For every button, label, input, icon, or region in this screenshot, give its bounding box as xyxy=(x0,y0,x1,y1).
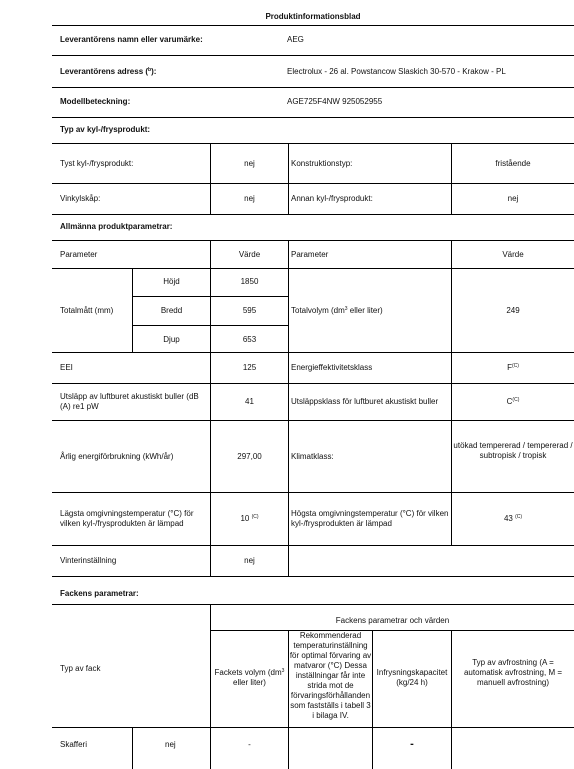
address-label-text: Leverantörens adress ( xyxy=(60,67,149,76)
noise-class-note: (C) xyxy=(512,397,520,403)
volume-label xyxy=(291,306,383,316)
wine-value: nej xyxy=(244,194,255,203)
height-label: Höjd xyxy=(163,277,180,286)
col-parameter-2: Parameter xyxy=(291,250,329,259)
rule xyxy=(210,240,211,576)
eei-value: 125 xyxy=(242,363,257,372)
other-value: nej xyxy=(507,194,519,203)
noise-class-note-letter: C xyxy=(514,397,518,403)
rule xyxy=(288,240,289,576)
model-value: AGE725F4NW 925052955 xyxy=(287,97,383,106)
min-temp-value xyxy=(211,514,288,524)
rule xyxy=(52,352,574,353)
address-label-end: ): xyxy=(151,67,157,76)
rule xyxy=(52,383,574,384)
dims-label: Totalmått (mm) xyxy=(60,306,114,315)
volume-label-a: Totalvolym (dm xyxy=(291,306,345,315)
rule xyxy=(52,576,574,577)
page-title: Produktinformationsblad xyxy=(265,12,361,21)
depth-label: Djup xyxy=(163,335,180,344)
rule xyxy=(52,240,574,241)
annual-energy-value: 297,00 xyxy=(237,452,262,461)
col-compartment-volume xyxy=(211,668,288,688)
rule xyxy=(288,143,289,214)
supplier-name-label: Leverantörens namn eller varumärke: xyxy=(60,35,203,44)
col-recommended-temp: Rekommenderad temperaturinställning för optimal förvaring av matvaror (°C) Dessa inställningar får inte strida mot de förvaringsförhållanden som fastställs i tabell 3 i bilaga IV. xyxy=(289,631,372,720)
compartments-group-header: Fackens parametrar och värden xyxy=(335,616,450,625)
col-volume-b: eller liter) xyxy=(233,678,266,687)
height-value: 1850 xyxy=(240,277,259,286)
pantry-freezing: - xyxy=(410,738,414,750)
winter-label: Vinterinställning xyxy=(60,556,117,565)
noise-class-text: C xyxy=(506,397,513,406)
supplier-address-label xyxy=(60,67,156,77)
climate-label: Klimatklass: xyxy=(291,452,334,461)
construction-label: Konstruktionstyp: xyxy=(291,159,353,168)
silent-label: Tyst kyl-/frysprodukt: xyxy=(60,159,134,168)
noise-value: 41 xyxy=(245,397,254,406)
min-temp-note: (C) xyxy=(251,514,259,520)
max-temp-text: 43 xyxy=(503,514,513,523)
rule xyxy=(451,240,452,545)
rule xyxy=(52,143,574,144)
rule xyxy=(210,630,574,631)
max-temp-label: Högsta omgivningstemperatur (°C) för vilken kyl-/frysprodukten är lämpad xyxy=(291,509,449,528)
model-label: Modellbeteckning: xyxy=(60,97,131,106)
compartments-heading: Fackens parametrar: xyxy=(60,589,139,598)
other-label: Annan kyl-/frysprodukt: xyxy=(291,194,373,203)
rule xyxy=(52,727,574,728)
col-value: Värde xyxy=(238,250,261,259)
eei-label: EEI xyxy=(60,363,73,372)
rule xyxy=(451,630,452,769)
col-freezing-capacity: Infrysningskapacitet (kg/24 h) xyxy=(376,668,448,687)
pantry-label: Skafferi xyxy=(60,740,87,749)
supplier-address-value: Electrolux - 26 al. Powstancow Slaskich 30-570 - Krakow - PL xyxy=(287,67,506,76)
col-volume-exponent: 3 xyxy=(281,668,285,674)
width-label: Bredd xyxy=(160,306,183,315)
rule xyxy=(52,87,574,88)
rule xyxy=(52,545,574,546)
energy-class-note-letter: C xyxy=(513,363,518,369)
silent-value: nej xyxy=(244,159,255,168)
address-note-marker: b xyxy=(148,67,152,73)
max-temp-note: (C) xyxy=(515,514,523,520)
rule xyxy=(52,183,574,184)
compartment-type-label: Typ av fack xyxy=(60,664,101,673)
construction-value: fristående xyxy=(495,159,531,168)
volume-label-b: eller liter) xyxy=(347,306,383,315)
max-temp-note-letter: C xyxy=(516,514,521,520)
volume-value: 249 xyxy=(506,306,520,315)
rule xyxy=(52,492,574,493)
noise-label: Utsläpp av luftburet akustiskt buller (dB (A) re1 pW xyxy=(60,392,199,411)
col-volume-a: Fackets volym (dm xyxy=(214,668,282,677)
energy-class-text: F xyxy=(507,363,512,372)
supplier-name-value: AEG xyxy=(287,35,304,44)
winter-value: nej xyxy=(244,556,255,565)
annual-energy-label: Årlig energiförbrukning (kWh/år) xyxy=(60,452,174,461)
min-temp-text: 10 xyxy=(240,514,250,523)
min-temp-note-letter: C xyxy=(253,514,257,520)
noise-class-label: Utsläppsklass för luftburet akustiskt buller xyxy=(291,397,439,406)
col-value-2: Värde xyxy=(502,250,524,259)
energy-class-value xyxy=(452,363,574,373)
min-temp-label: Lägsta omgivningstemperatur (°C) för vilken kyl-/frysprodukten är lämpad xyxy=(60,509,194,528)
rule xyxy=(52,25,574,26)
rule xyxy=(52,420,574,421)
climate-value: utökad tempererad / tempererad / subtropisk / tropisk xyxy=(453,441,573,460)
noise-class-value xyxy=(452,397,574,407)
pantry-present: nej xyxy=(165,740,176,749)
energy-class-note: (C) xyxy=(511,363,519,369)
type-section-heading: Typ av kyl-/frysprodukt: xyxy=(60,125,151,134)
params-heading: Allmänna produktparametrar: xyxy=(60,222,173,231)
rule xyxy=(132,727,133,769)
energy-class-label: Energieffektivitetsklass xyxy=(291,363,373,372)
col-parameter: Parameter xyxy=(60,250,98,259)
max-temp-value xyxy=(452,514,574,524)
rule xyxy=(52,55,574,56)
width-value: 595 xyxy=(242,306,257,315)
rule xyxy=(52,268,574,269)
col-defrost-type: Typ av avfrostning (A = automatisk avfrostning, M = manuell avfrostning) xyxy=(463,658,563,687)
depth-value: 653 xyxy=(242,335,257,344)
rule xyxy=(52,214,574,215)
volume-unit-exponent: 3 xyxy=(344,306,348,312)
rule xyxy=(52,604,574,605)
wine-label: Vinkylskåp: xyxy=(60,194,101,203)
pantry-volume: - xyxy=(248,740,251,749)
rule xyxy=(52,117,574,118)
